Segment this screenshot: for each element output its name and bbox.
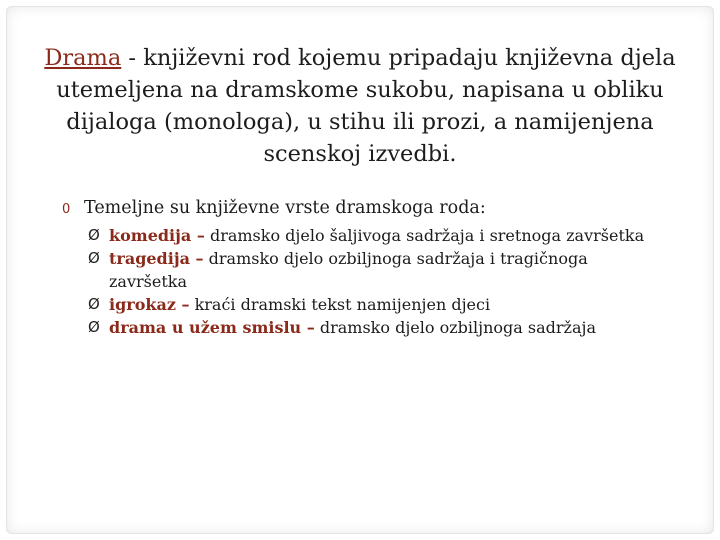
arrow-bullet-icon: Ø <box>88 226 100 244</box>
genre-term: komedija – <box>109 226 205 245</box>
genre-term: igrokaz – <box>109 295 190 314</box>
genre-description: kraći dramski tekst namijenjen djeci <box>189 295 491 314</box>
genre-description: dramsko djelo šaljivoga sadržaja i sretnoga završetka <box>204 226 645 245</box>
list-item <box>88 293 668 316</box>
genre-description: dramsko djelo ozbiljnoga sadržaja i tragičnoga završetka <box>109 249 588 291</box>
lead-line <box>62 195 682 223</box>
genre-term: tragedija – <box>109 249 204 268</box>
genre-term: drama u užem smislu – <box>109 318 315 337</box>
definition-paragraph <box>40 42 680 170</box>
arrow-bullet-icon: Ø <box>88 295 100 313</box>
list-item <box>88 224 668 247</box>
lead-bullet: 0 <box>62 202 71 217</box>
definition-term: Drama <box>44 45 122 71</box>
genre-description: dramsko djelo ozbiljnoga sadržaja <box>314 318 596 337</box>
list-item <box>88 316 668 339</box>
genre-list <box>88 224 668 339</box>
definition-text: - književni rod kojemu pripadaju književna djela utemeljena na dramskome sukobu, napisana u obliku dijaloga (monologa), u stihu ili prozi, a namijenjena scenskoj izvedbi. <box>56 45 676 167</box>
arrow-bullet-icon: Ø <box>88 318 100 336</box>
lead-text: Temeljne su književne vrste dramskoga roda: <box>84 198 486 218</box>
list-item <box>88 247 668 293</box>
arrow-bullet-icon: Ø <box>88 249 100 267</box>
